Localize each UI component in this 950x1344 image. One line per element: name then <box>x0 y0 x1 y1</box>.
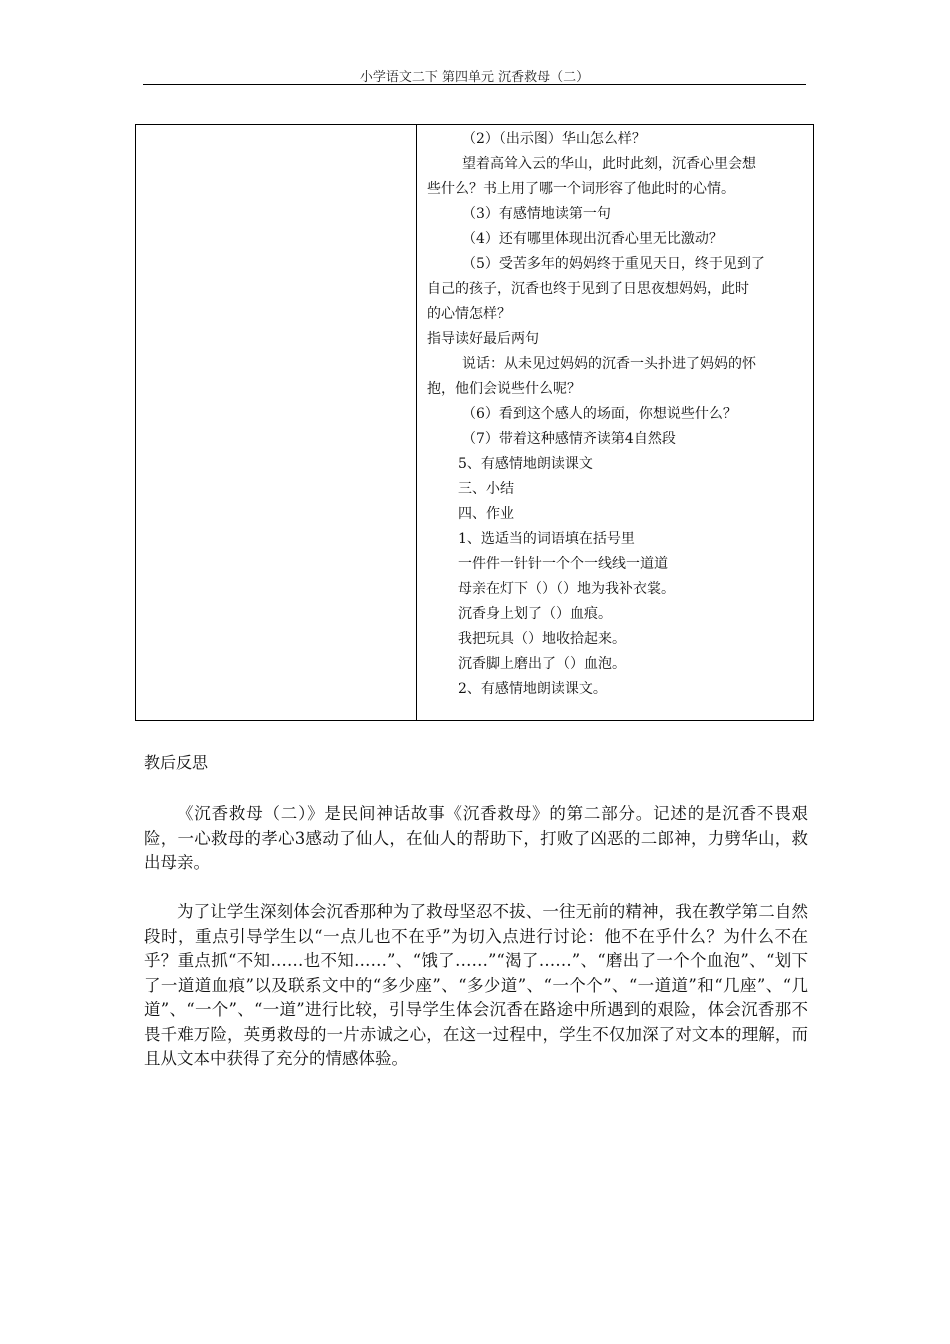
step-line: 抱，他们会说些什么呢？ <box>427 381 581 397</box>
step-line: （6）看到这个感人的场面，你想说些什么？ <box>462 406 737 422</box>
step-line: 沉香脚上磨出了（）血泡。 <box>458 656 626 672</box>
step-line: （3）有感情地读第一句 <box>462 206 611 222</box>
reflection-paragraph: 为了让学生深刻体会沉香那种为了救母坚忍不拔、一往无前的精神，我在教学第二自然段时，重点引导学生以“一点儿也不在乎”为切入点进行讨论：他不在乎什么？为什么不在乎？重点抓“不知……也不知……”、“饿了……”“渴了……”、“磨出了一个个血泡”、“划下了一道道血痕”以及联系文中的“多少座”、“多少道”、“一个个”、“一道道”和“几座”、“几道”、“一个”、“一道”进行比较，引导学生体会沉香在路途中所遇到的艰险，体会沉香那不畏千难万险，英勇救母的一片赤诚之心，在这一过程中，学生不仅加深了对文本的理解，而且从文本中获得了充分的情感体验。 <box>144 902 808 1068</box>
step-line: 三、小结 <box>458 481 514 497</box>
step-line: 2、有感情地朗读课文。 <box>458 681 607 697</box>
step-line: （4）还有哪里体现出沉香心里无比激动？ <box>462 231 723 247</box>
step-line: 些什么？书上用了哪一个词形容了他此时的心情。 <box>427 181 735 197</box>
step-line: 5、有感情地朗读课文 <box>458 456 593 472</box>
step-line: （5）受苦多年的妈妈终于重见天日，终于见到了 <box>462 256 765 272</box>
reflection-paragraph: 《沉香救母（二）》是民间神话故事《沉香救母》的第二部分。记述的是沉香不畏艰险，一心救母的孝心3感动了仙人，在仙人的帮助下，打败了凶恶的二郎神，力劈华山，救出母亲。 <box>144 804 808 872</box>
step-line: 母亲在灯下（）（）地为我补衣裳。 <box>458 581 675 597</box>
lesson-plan-table <box>135 124 814 721</box>
table-left-cell <box>136 125 417 720</box>
step-line: （2）（出示图）华山怎么样？ <box>462 131 646 147</box>
page-header: 小学语文二下 第四单元 沉香救母（二） <box>359 70 590 85</box>
reflection-title: 教后反思 <box>144 753 209 772</box>
step-line: 一件件一针针一个个一线线一道道 <box>458 556 668 572</box>
step-line: 指导读好最后两句 <box>427 331 539 347</box>
step-line: （7）带着这种感情齐读第4自然段 <box>462 431 676 447</box>
table-right-cell <box>418 125 813 720</box>
step-line: 1、选适当的词语填在括号里 <box>458 531 635 547</box>
step-line: 望着高耸入云的华山，此时此刻，沉香心里会想 <box>462 156 756 172</box>
step-line: 说话：从未见过妈妈的沉香一头扑进了妈妈的怀 <box>462 356 756 372</box>
step-line: 我把玩具（）地收拾起来。 <box>458 631 626 647</box>
header-rule <box>143 84 806 85</box>
step-line: 沉香身上划了（）血痕。 <box>458 606 612 622</box>
step-line: 的心情怎样？ <box>427 306 511 322</box>
step-line: 四、作业 <box>458 506 514 522</box>
step-line: 自己的孩子，沉香也终于见到了日思夜想妈妈，此时 <box>427 281 749 297</box>
